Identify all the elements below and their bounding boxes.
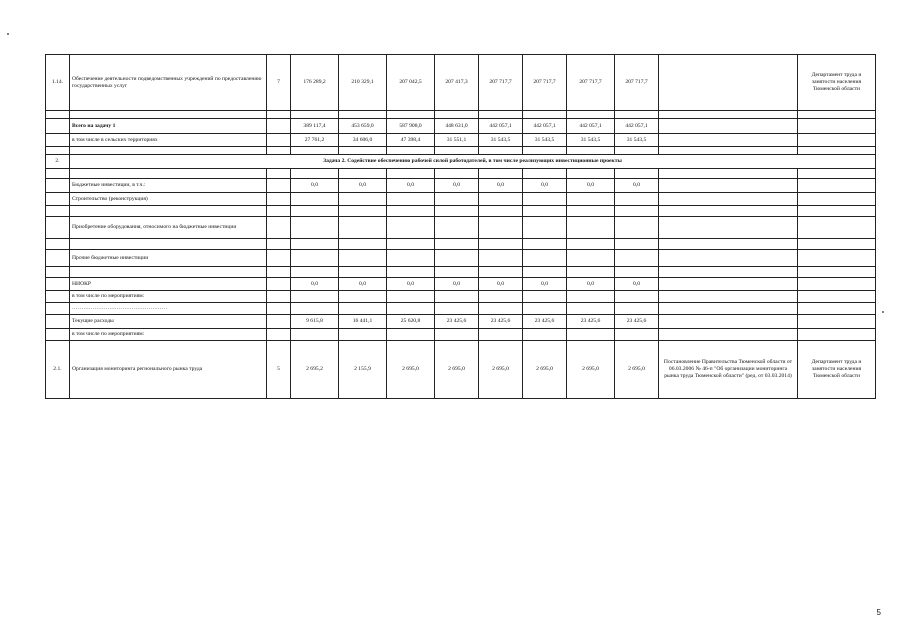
- value-cell: 23 425,6: [615, 315, 659, 329]
- row-number: 2.: [46, 155, 70, 169]
- table-row-dots: [46, 303, 876, 315]
- spacer-row: [46, 111, 876, 119]
- responsible-cell: Департамент труда и занятости населения Тюменской области: [798, 55, 876, 111]
- scan-speck: [7, 33, 9, 35]
- responsible-cell: Департамент труда и занятости населения Тюменской области: [798, 341, 876, 399]
- table-row-budget-investments: [46, 179, 876, 193]
- value-cell: 31 543,5: [615, 134, 659, 147]
- value-cell: 210 329,1: [339, 55, 387, 111]
- value-cell: 448 631,0: [435, 119, 479, 134]
- total-label: Всего на задачу 1: [70, 119, 267, 134]
- value-cell: 0,0: [387, 278, 435, 291]
- value-cell: 207 717,7: [567, 55, 615, 111]
- document-cell: [659, 55, 798, 111]
- value-cell: 207 717,7: [523, 55, 567, 111]
- value-cell: 442 057,1: [567, 119, 615, 134]
- value-cell: 2 155,9: [339, 341, 387, 399]
- value-cell: 0,0: [435, 278, 479, 291]
- measure-name: Обеспечение деятельности подведомственных учреждений по предоставлению государственных услуг: [70, 55, 267, 111]
- value-cell: 0,0: [387, 179, 435, 193]
- code-cell: 5: [267, 341, 291, 399]
- value-cell: 47 398,4: [387, 134, 435, 147]
- equipment-label: Приобретение оборудования, относимого на бюджетные инвестиции: [70, 217, 267, 239]
- spacer-row: [46, 206, 876, 217]
- table-row-construction: [46, 193, 876, 206]
- measure-name: Организация мониторинга регионального рынка труда: [70, 341, 267, 399]
- value-cell: 0,0: [291, 278, 339, 291]
- row-number: 1.14.: [46, 55, 70, 111]
- value-cell: 2 695,0: [523, 341, 567, 399]
- spacer-row: [46, 147, 876, 155]
- value-cell: 23 425,6: [435, 315, 479, 329]
- table-row-equipment: [46, 217, 876, 239]
- value-cell: 0,0: [479, 179, 523, 193]
- value-cell: 27 761,2: [291, 134, 339, 147]
- value-cell: 207 717,7: [615, 55, 659, 111]
- table-row-including-measures: [46, 291, 876, 303]
- other-investments-label: Прочие бюджетные инвестиции: [70, 250, 267, 267]
- value-cell: 0,0: [339, 179, 387, 193]
- value-cell: 31 551,1: [435, 134, 479, 147]
- value-cell: 0,0: [615, 278, 659, 291]
- value-cell: 207 042,5: [387, 55, 435, 111]
- current-expenses-label: Текущие расходы: [70, 315, 267, 329]
- value-cell: 389 117,4: [291, 119, 339, 134]
- value-cell: 23 425,6: [567, 315, 615, 329]
- value-cell: 23 425,6: [523, 315, 567, 329]
- value-cell: 0,0: [523, 278, 567, 291]
- value-cell: 31 543,5: [523, 134, 567, 147]
- including-measures-label: в том числе по мероприятиям:: [70, 329, 267, 341]
- table-row-total-task-1: [46, 119, 876, 134]
- table-row-other-investments: [46, 250, 876, 267]
- code-cell: 7: [267, 55, 291, 111]
- value-cell: 587 908,0: [387, 119, 435, 134]
- row-number: 2.1.: [46, 341, 70, 399]
- table-row-including-measures-2: [46, 329, 876, 341]
- value-cell: 0,0: [435, 179, 479, 193]
- table-row-2-1: [46, 341, 876, 399]
- value-cell: 31 543,5: [479, 134, 523, 147]
- value-cell: 0,0: [291, 179, 339, 193]
- spacer-row: [46, 169, 876, 179]
- value-cell: 2 695,0: [567, 341, 615, 399]
- value-cell: 0,0: [567, 179, 615, 193]
- table-row-rural: [46, 134, 876, 147]
- task-2-title: Задача 2. Содействие обеспечению рабочей силой работодателей, в том числе реализующих инвестиционные проекты: [70, 155, 876, 169]
- document-cell: Постановление Правительства Тюменской области от 06.03.2006 № 46-п "Об организации мониторинга рынка труда Тюменской области" (ред. от 03.03.2014): [659, 341, 798, 399]
- value-cell: 0,0: [615, 179, 659, 193]
- value-cell: 176 289,2: [291, 55, 339, 111]
- including-measures-label: в том числе по мероприятиям:: [70, 291, 267, 303]
- value-cell: 207 417,3: [435, 55, 479, 111]
- value-cell: 0,0: [567, 278, 615, 291]
- value-cell: 0,0: [523, 179, 567, 193]
- value-cell: 207 717,7: [479, 55, 523, 111]
- value-cell: 31 543,5: [567, 134, 615, 147]
- value-cell: 442 057,1: [479, 119, 523, 134]
- value-cell: 0,0: [339, 278, 387, 291]
- value-cell: 2 695,0: [615, 341, 659, 399]
- dotted-placeholder: ……………………………………………: [70, 303, 267, 315]
- value-cell: 442 057,1: [615, 119, 659, 134]
- value-cell: 23 425,6: [479, 315, 523, 329]
- value-cell: 2 695,2: [291, 341, 339, 399]
- scan-speck: [882, 311, 884, 313]
- construction-label: Строительство (реконструкция): [70, 193, 267, 206]
- table-row-niokr: [46, 278, 876, 291]
- value-cell: 0,0: [479, 278, 523, 291]
- niokr-label: НИОКР: [70, 278, 267, 291]
- page-number: 5: [876, 608, 881, 617]
- budget-investments-label: Бюджетные инвестиции, в т.ч.:: [70, 179, 267, 193]
- spacer-row: [46, 239, 876, 250]
- value-cell: 2 695,0: [387, 341, 435, 399]
- value-cell: 25 620,8: [387, 315, 435, 329]
- value-cell: 2 695,0: [479, 341, 523, 399]
- value-cell: 34 606,0: [339, 134, 387, 147]
- table-row-task-2: [46, 155, 876, 169]
- value-cell: 16 441,1: [339, 315, 387, 329]
- table-row-current-expenses: [46, 315, 876, 329]
- value-cell: 442 057,1: [523, 119, 567, 134]
- value-cell: 2 695,0: [435, 341, 479, 399]
- budget-table: [45, 54, 876, 399]
- table-row-1-14: [46, 55, 876, 111]
- value-cell: 453 659,0: [339, 119, 387, 134]
- rural-label: в том числе в сельских территориях: [70, 134, 267, 147]
- value-cell: 9 615,8: [291, 315, 339, 329]
- spacer-row: [46, 267, 876, 278]
